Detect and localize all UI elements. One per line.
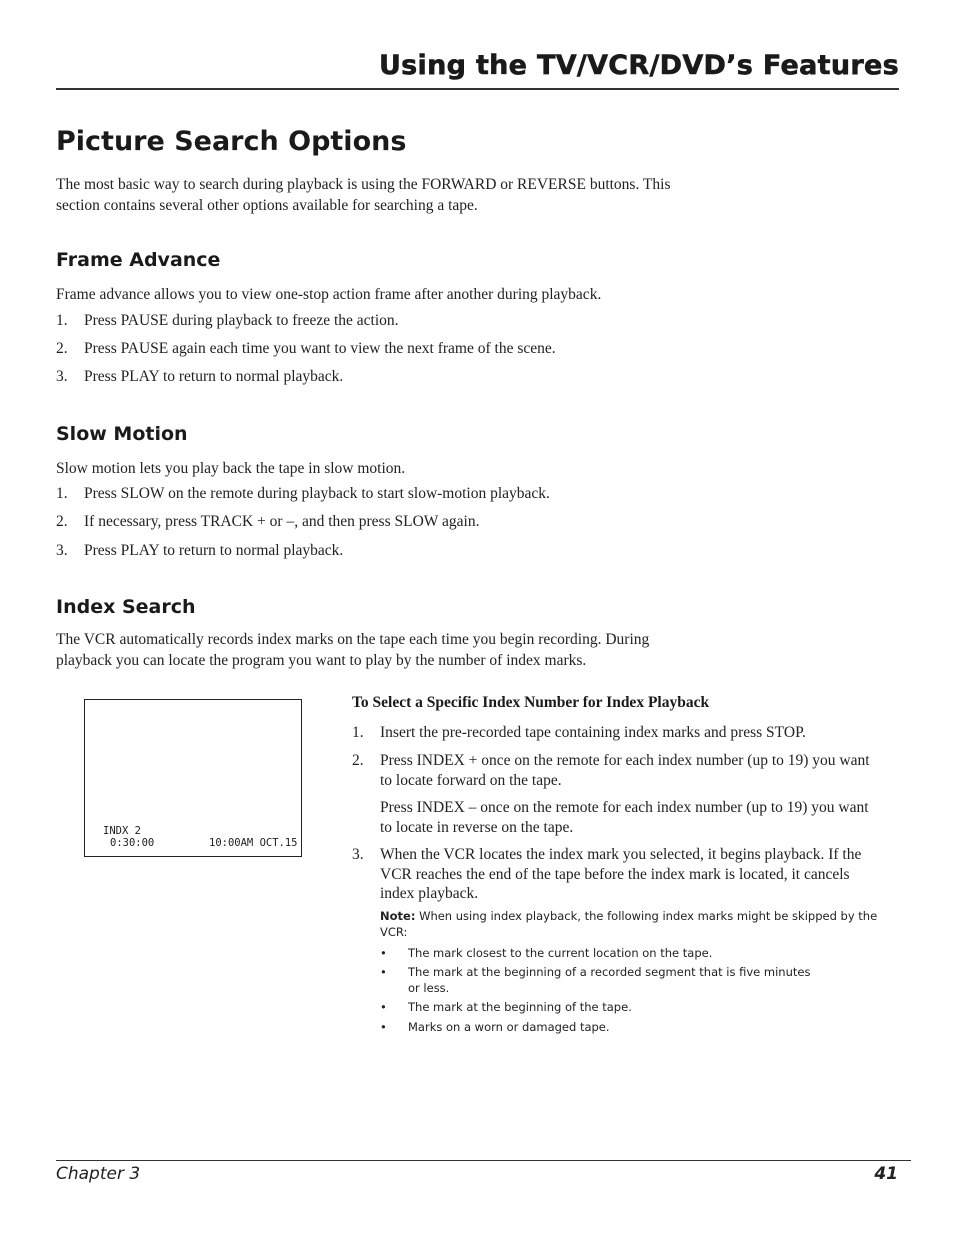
bullet-text: The mark at the beginning of a recorded segment that is five minutes or less. — [408, 965, 811, 995]
osd-counter: 0:30:00 — [110, 837, 155, 849]
index-search-line-1: The VCR automatically records index marks on the tape each time you begin recording. During — [56, 631, 650, 648]
step-number: 3. — [56, 368, 68, 385]
slow-motion-heading: Slow Motion — [56, 423, 188, 445]
index-search-heading: Index Search — [56, 596, 196, 618]
step-text: Press PLAY to return to normal playback. — [84, 368, 344, 385]
intro-line-1: The most basic way to search during playback is using the FORWARD or REVERSE buttons. This — [56, 176, 671, 193]
bullet-item-2 — [380, 965, 820, 996]
bullet-item-3 — [380, 1000, 860, 1016]
bullet-icon: • — [380, 946, 387, 960]
slow-motion-description: Slow motion lets you play back the tape in slow motion. — [56, 460, 406, 477]
intro-line-2: section contains several other options available for searching a tape. — [56, 197, 478, 214]
step-text: Press INDEX – once on the remote for each index number (up to 19) you want to locate in reverse on the tape. — [380, 799, 869, 836]
step-text: If necessary, press TRACK + or –, and then press SLOW again. — [84, 513, 480, 530]
step-text: Press PAUSE during playback to freeze the action. — [84, 312, 399, 329]
index-step-2-reverse — [352, 798, 882, 837]
bullet-item-4 — [380, 1020, 860, 1036]
note-text: When using index playback, the following index marks might be skipped by the VCR: — [380, 909, 878, 939]
chapter-label: Chapter 3 — [56, 1164, 141, 1184]
header-divider — [56, 88, 899, 90]
osd-index-label: INDX 2 — [103, 825, 141, 837]
index-search-description — [56, 629, 649, 671]
index-search-line-2: playback you can locate the program you want to play by the number of index marks. — [56, 652, 587, 669]
step-text: When the VCR locates the index mark you selected, it begins playback. If the VCR reaches the end of the tape before the index mark is located, it cancels index playback. — [380, 846, 862, 902]
step-number: 1. — [352, 724, 364, 741]
procedure-title: To Select a Specific Index Number for Index Playback — [352, 694, 710, 711]
step-text: Press INDEX + once on the remote for each index number (up to 19) you want to locate forward on the tape. — [380, 752, 870, 789]
bullet-icon: • — [380, 1000, 387, 1014]
page-title: Picture Search Options — [56, 126, 407, 157]
bullet-text: Marks on a worn or damaged tape. — [408, 1020, 610, 1034]
step-text: Press SLOW on the remote during playback to start slow-motion playback. — [84, 485, 550, 502]
frame-advance-description: Frame advance allows you to view one-stop action frame after another during playback. — [56, 286, 602, 303]
bullet-text: The mark closest to the current location on the tape. — [408, 946, 713, 960]
bullet-icon: • — [380, 1020, 387, 1034]
index-step-3 — [352, 845, 882, 904]
intro-paragraph — [56, 174, 671, 216]
step-number: 2. — [56, 513, 68, 530]
bullet-item-1 — [380, 946, 860, 962]
step-number: 2. — [352, 752, 364, 769]
note — [380, 909, 880, 940]
running-header: Using the TV/VCR/DVD’s Features — [378, 50, 899, 81]
index-step-2 — [352, 751, 882, 790]
page-number: 41 — [874, 1164, 898, 1184]
step-text: Insert the pre-recorded tape containing index marks and press STOP. — [380, 724, 806, 741]
step-number: 1. — [56, 485, 68, 502]
step-number: 3. — [352, 846, 364, 863]
frame-advance-heading: Frame Advance — [56, 249, 221, 271]
osd-clock: 10:00AM OCT.15 — [209, 837, 298, 849]
note-label: Note: — [380, 909, 416, 923]
step-number: 1. — [56, 312, 68, 329]
index-step-1 — [352, 723, 882, 743]
step-number: 3. — [56, 542, 68, 559]
step-text: Press PLAY to return to normal playback. — [84, 542, 344, 559]
tv-screen-illustration — [84, 699, 302, 857]
step-text: Press PAUSE again each time you want to view the next frame of the scene. — [84, 340, 556, 357]
footer-divider — [56, 1160, 911, 1161]
step-number: 2. — [56, 340, 68, 357]
bullet-icon: • — [380, 965, 387, 979]
bullet-text: The mark at the beginning of the tape. — [408, 1000, 632, 1014]
